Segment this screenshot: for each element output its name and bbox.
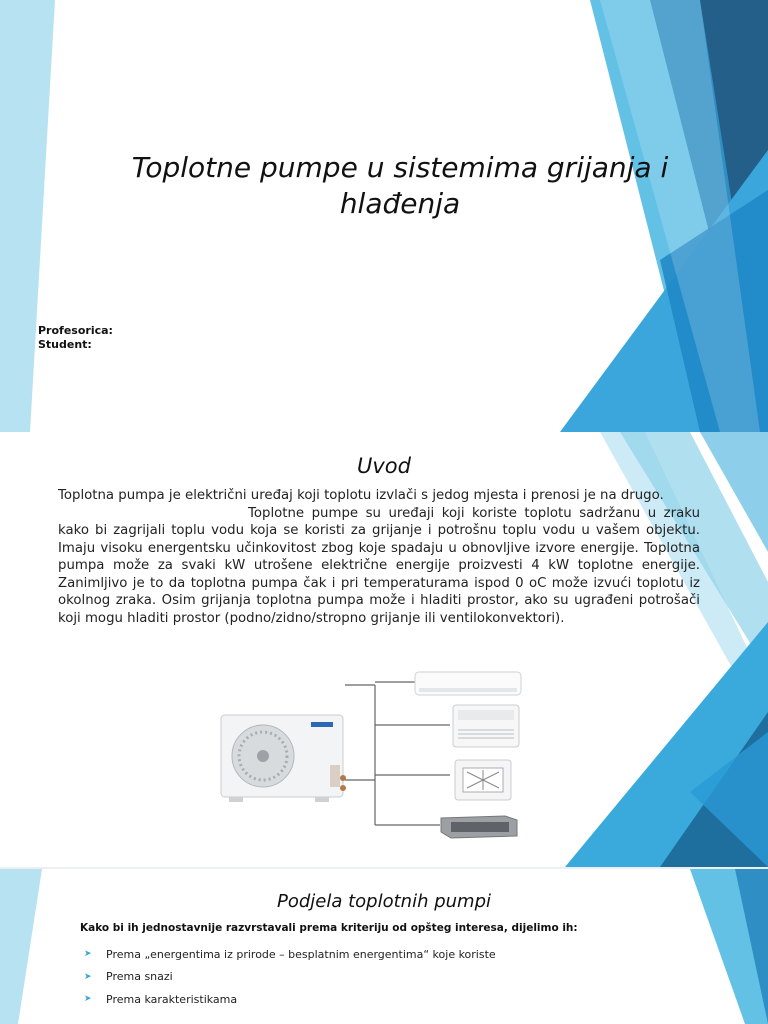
bullet-list [84, 943, 496, 1011]
classification-slide [0, 869, 768, 1024]
intro-first-line: Toplotna pumpa je električni uređaj koji toplotu izvlači s jedog mjesta i prenosi je na drugo. [58, 488, 664, 503]
professor-label: Profesorica: [38, 324, 113, 337]
section-title: Podjela toplotnih pumpi [276, 891, 492, 912]
console-unit-icon [453, 705, 519, 747]
presentation-title: Toplotne pumpe u sistemima grijanja i hlađenja [131, 151, 669, 220]
arrow-bullet-icon: ➤ [84, 994, 92, 1005]
heat-pump-diagram [215, 660, 525, 845]
intro-slide [0, 432, 768, 867]
outdoor-unit-icon [221, 715, 346, 802]
arrow-bullet-icon: ➤ [84, 971, 92, 982]
list-item: ➤ Prema karakteristikama [84, 992, 238, 1006]
list-item: ➤ Prema „energentima iz prirode – besplatnim energentima“ koje koriste [84, 947, 496, 961]
title-slide [0, 0, 768, 432]
wall-unit-icon [415, 672, 521, 695]
section-title: Uvod [357, 454, 411, 478]
lead-text: Kako bi ih jednostavnije razvrstavali prema kriteriju od opšteg interesa, dijelimo ih: [80, 922, 578, 934]
intro-paragraph [58, 487, 700, 627]
cassette-unit-icon [455, 760, 511, 800]
arrow-bullet-icon: ➤ [84, 949, 92, 960]
ducted-unit-icon [441, 816, 517, 838]
list-item: ➤ Prema snazi [84, 970, 173, 984]
student-label: Student: [38, 338, 92, 351]
author-block [38, 324, 113, 352]
intro-rest: Toplotne pumpe su uređaji koji koriste toplotu sadržanu u zraku kako bi zagrijali toplu vodu koja se koristi za grijanje i potrošnu toplu vodu u vašem objektu. Imaju visoku energentsku učinkovitost zbog koje spadaju u obnovljive izvore energije. Toplotna pumpa može za svaki kW utrošene električne energije proizvesti 4 kW toplotne energije. Zanimljivo je to da toplotna pumpa čak i pri temperaturama ispod 0 oC može izvući toplotu iz okolnog zraka. Osim grijanja toplotna pumpa može i hladiti prostor, ako su ugrađeni potrošači koji mogu hladiti prostor (podno/zidno/stropno grijanje ili ventilokonvektori). [58, 505, 700, 626]
